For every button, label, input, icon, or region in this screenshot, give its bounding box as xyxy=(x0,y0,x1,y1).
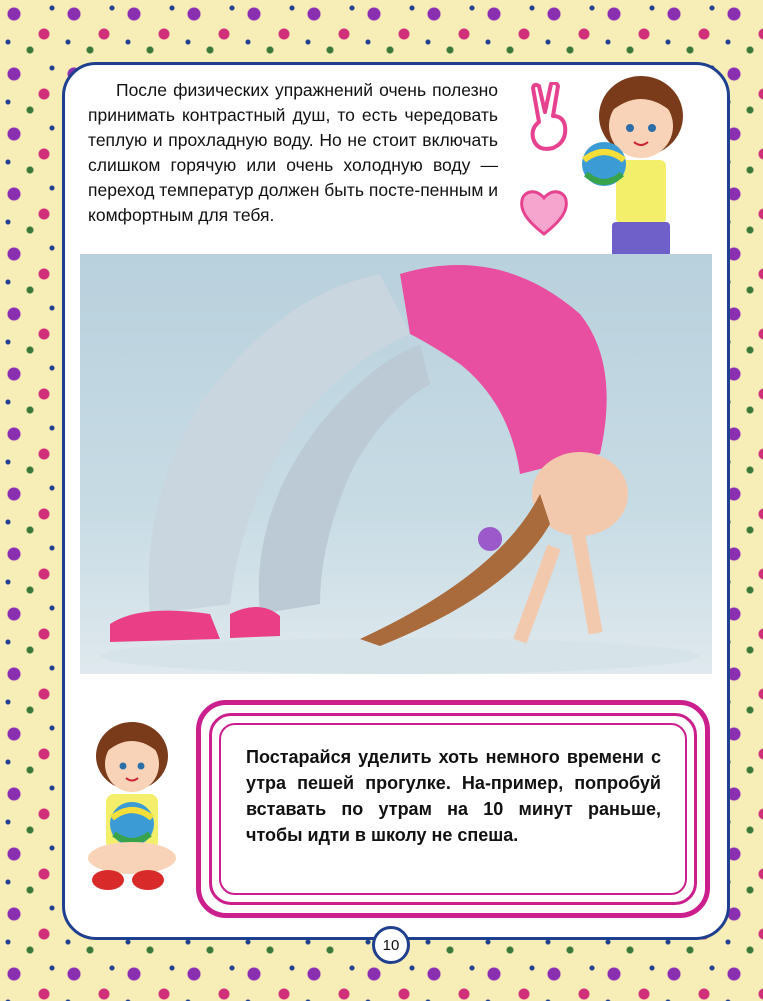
kid-with-ball-sitting-illustration xyxy=(82,720,184,896)
intro-paragraph: После физических упражнений очень полезно принимать контрастный душ, то есть чередовать теплую и прохладную воду. Но не стоит включать слишком горячую или очень холодную воду — переход температур должен быть посте-пенным и комфортным для тебя. xyxy=(88,80,498,225)
tip-text: Постарайся уделить хоть немного времени с утра пешей прогулке. На-пример, попробуй вставать по утрам на 10 минут раньше, чтобы идти в школу не спеша. xyxy=(246,747,661,845)
page-number: 10 xyxy=(372,926,410,964)
peace-hand-icon xyxy=(525,82,571,154)
photo-girl-bridge-pose xyxy=(80,254,712,674)
heart-icon xyxy=(518,186,570,238)
